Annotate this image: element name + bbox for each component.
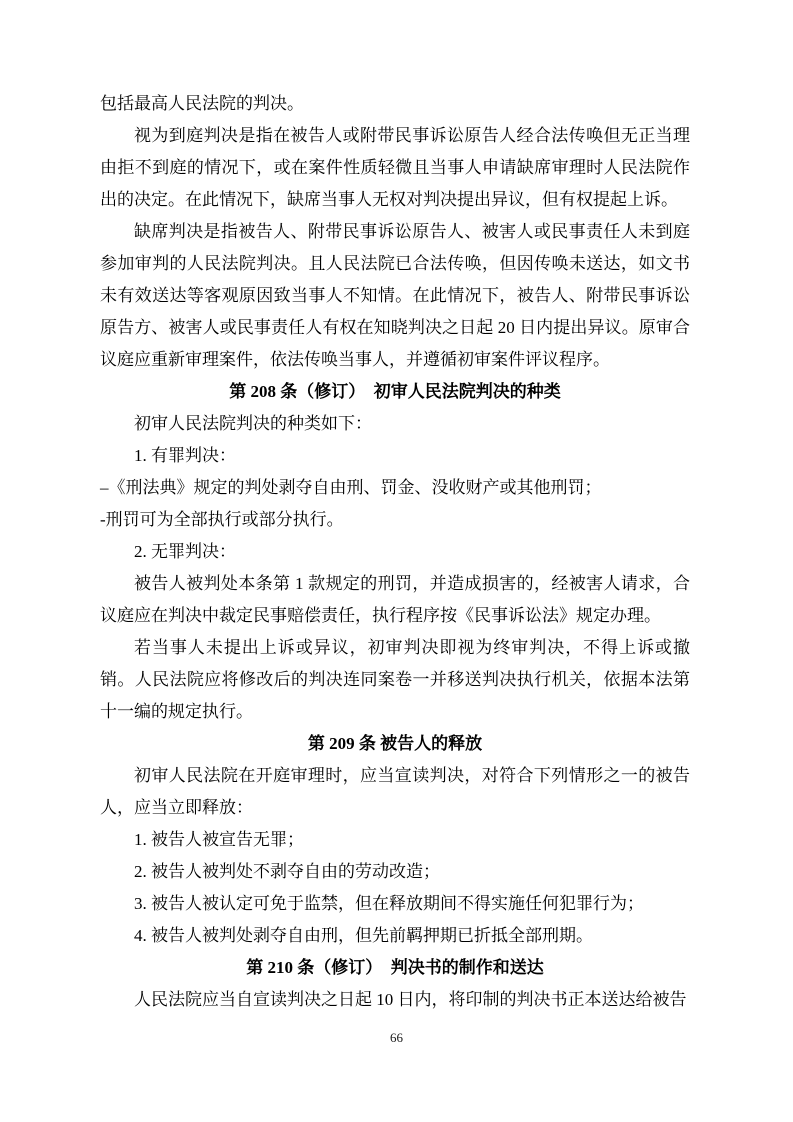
list-item: 1. 有罪判决： xyxy=(134,446,236,465)
paragraph: 人民法院应当自宣读判决之日起 10 日内，将印制的判决书正本送达给被告 xyxy=(134,990,687,1009)
list-item: 3. 被告人被认定可免于监禁，但在释放期间不得实施任何犯罪行为； xyxy=(134,894,644,913)
list-item: 2. 无罪判决： xyxy=(134,542,236,561)
paragraph: 视为到庭判决是指在被告人或附带民事诉讼原告人经合法传唤但无正当理由拒不到庭的情况下，或在案件性质轻微且当事人申请缺席审理时人民法院作出的决定。在此情况下，缺席当事人无权对判决提出异议，但有权提起上诉。 xyxy=(100,126,690,209)
list-item: 1. 被告人被宣告无罪； xyxy=(134,830,304,849)
dash-item: -刑罚可为全部执行或部分执行。 xyxy=(100,510,344,529)
paragraph: 若当事人未提出上诉或异议，初审判决即视为终审判决，不得上诉或撤销。人民法院应将修改后的判决连同案卷一并移送判决执行机关，依据本法第十一编的规定执行。 xyxy=(100,638,690,721)
dash-item: –《刑法典》规定的判处剥夺自由刑、罚金、没收财产或其他刑罚； xyxy=(100,478,602,497)
article-heading-209: 第 209 条 被告人的释放 xyxy=(307,734,483,753)
document-body xyxy=(100,88,690,1016)
paragraph-continuation: 包括最高人民法院的判决。 xyxy=(100,94,304,113)
paragraph: 初审人民法院判决的种类如下： xyxy=(134,414,372,433)
list-item: 4. 被告人被判处剥夺自由刑，但先前羁押期已折抵全部刑期。 xyxy=(134,926,593,945)
article-heading-210: 第 210 条（修订） 判决书的制作和送达 xyxy=(246,958,544,977)
article-heading-208: 第 208 条（修订） 初审人民法院判决的种类 xyxy=(229,382,561,401)
list-item: 2. 被告人被判处不剥夺自由的劳动改造； xyxy=(134,862,440,881)
paragraph: 初审人民法院在开庭审理时，应当宣读判决，对符合下列情形之一的被告人，应当立即释放： xyxy=(100,766,690,817)
paragraph: 缺席判决是指被告人、附带民事诉讼原告人、被害人或民事责任人未到庭参加审判的人民法院判决。且人民法院已合法传唤，但因传唤未送达，如文书未有效送达等客观原因致当事人不知情。在此情况下，被告人、附带民事诉讼原告方、被害人或民事责任人有权在知晓判决之日起 20 日内提出异议。原审合议庭应重新审理案件，依法传唤当事人，并遵循初审案件评议程序。 xyxy=(100,222,690,369)
page-number: 66 xyxy=(390,1030,403,1045)
paragraph: 被告人被判处本条第 1 款规定的刑罚，并造成损害的，经被害人请求，合议庭应在判决中裁定民事赔偿责任，执行程序按《民事诉讼法》规定办理。 xyxy=(100,574,690,625)
